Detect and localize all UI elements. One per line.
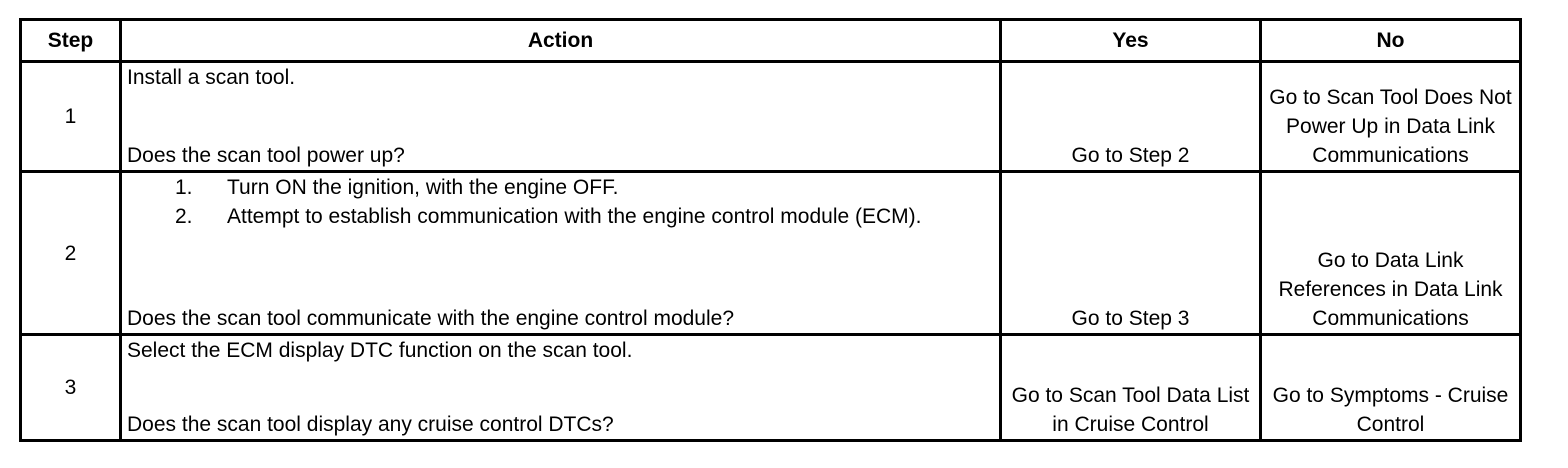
header-action: Action [121,20,1001,62]
header-row [21,20,1521,62]
list-item-number: 1. [175,176,193,199]
action-cell [121,335,1001,441]
action-question: Does the scan tool display any cruise control DTCs? [127,413,614,436]
table-row [21,335,1521,441]
action-cell [121,62,1001,172]
yes-result: Go to Scan Tool Data List in Cruise Control [1001,335,1261,441]
list-item [127,202,999,231]
action-cell [121,172,1001,335]
table-row [21,62,1521,172]
action-question: Does the scan tool communicate with the engine control module? [127,307,735,330]
step-number: 2 [21,172,121,335]
table-row [21,172,1521,335]
header-yes: Yes [1001,20,1261,62]
action-steps-list [127,173,999,231]
step-number: 3 [21,335,121,441]
list-item-number: 2. [175,205,193,228]
no-result: Go to Symptoms - Cruise Control [1261,335,1521,441]
header-step: Step [21,20,121,62]
list-item [127,173,999,202]
action-instruction: Install a scan tool. [127,66,296,89]
diagnostic-table [19,18,1522,442]
action-instruction: Select the ECM display DTC function on the scan tool. [127,339,633,362]
yes-result: Go to Step 3 [1001,172,1261,335]
yes-result: Go to Step 2 [1001,62,1261,172]
action-question: Does the scan tool power up? [127,144,405,167]
header-no: No [1261,20,1521,62]
list-item-text: Turn ON the ignition, with the engine OFF. [227,176,619,199]
no-result: Go to Scan Tool Does Not Power Up in Data Link Communications [1261,62,1521,172]
list-item-text: Attempt to establish communication with the engine control module (ECM). [227,205,922,228]
step-number: 1 [21,62,121,172]
no-result: Go to Data Link References in Data Link Communications [1261,172,1521,335]
